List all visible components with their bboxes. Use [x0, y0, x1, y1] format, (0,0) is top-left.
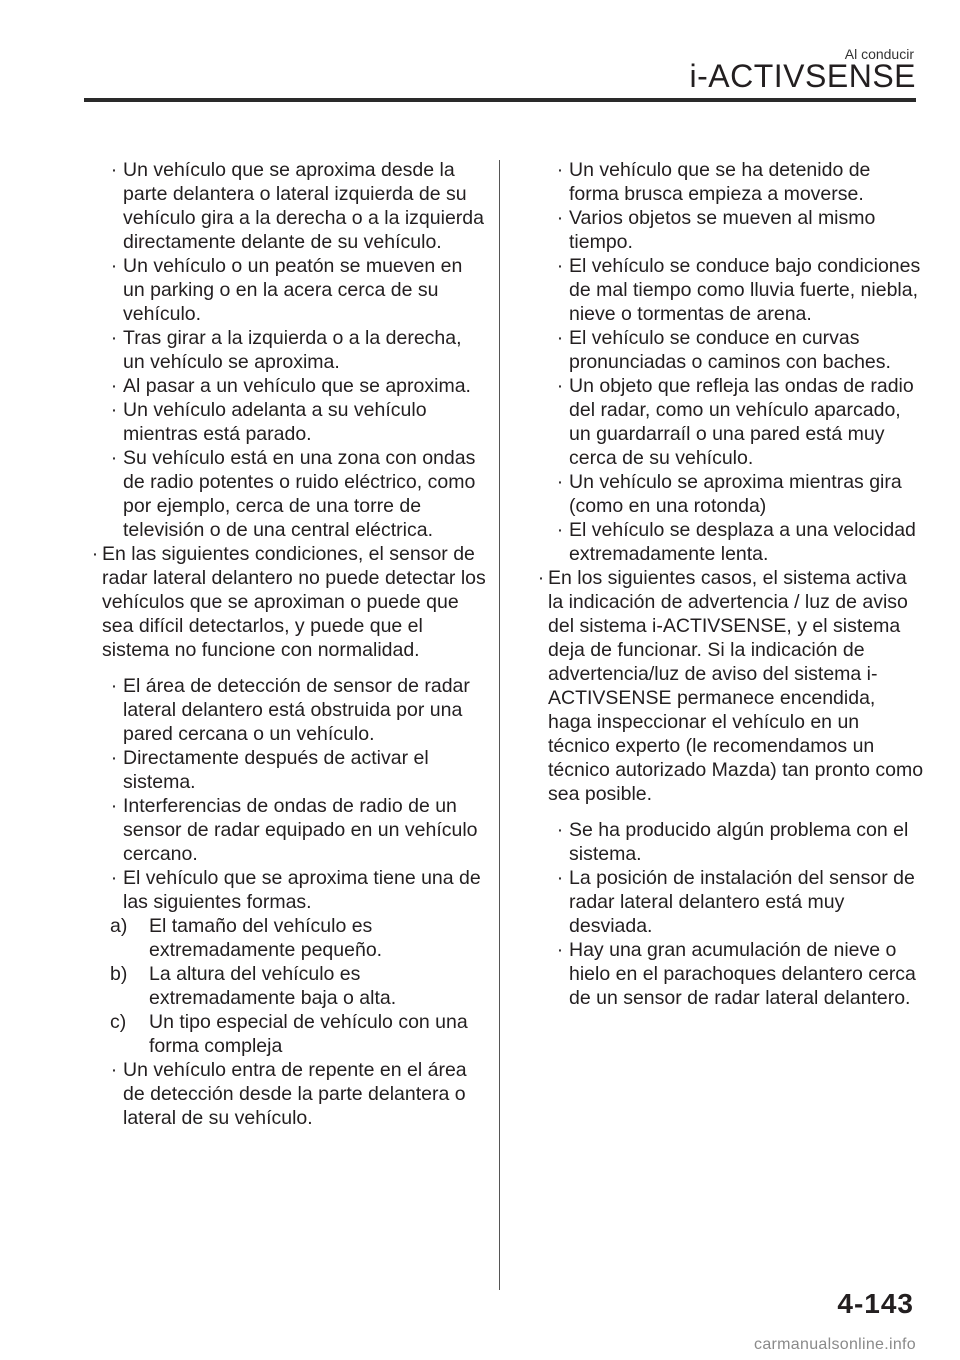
- list-item: [88, 746, 488, 794]
- left-main-item-text: En las siguientes condiciones, el sensor de radar lateral delantero no puede detectar los vehículos que se aproximan o puede que sea difícil detectarlos, y puede que el sistema no funcione con normalidad.: [102, 543, 486, 661]
- list-item: [88, 446, 488, 542]
- left-list-3: [88, 1058, 488, 1130]
- bullet: ·: [110, 1059, 118, 1081]
- bullet: ·: [110, 327, 118, 349]
- shape-text: El tamaño del vehículo es extremadamente pequeño.: [149, 915, 383, 961]
- shape-letter: b): [110, 963, 128, 985]
- list-item-text: Un objeto que refleja las ondas de radio del radar, como un vehículo aparcado, un guardarraíl o una pared está muy cerca de su vehículo.: [569, 375, 914, 469]
- bullet: ·: [556, 819, 564, 841]
- bullet: ·: [556, 255, 564, 277]
- column-divider: [499, 160, 500, 1290]
- list-item-text: El vehículo se conduce en curvas pronunciadas o caminos con baches.: [569, 327, 891, 373]
- list-item: [88, 326, 488, 374]
- right-main-item-text: En los siguientes casos, el sistema activa la indicación de advertencia / luz de aviso del sistema i-ACTIVSENSE, y el sistema deja de funcionar. Si la indicación de advertencia/luz de aviso del sistema i-ACTIVSENSE permanece encendida, haga inspeccionar el vehículo en un técnico experto (le recomendamos un técnico autorizado Mazda) tan pronto como sea posible.: [548, 567, 924, 805]
- shape-text: La altura del vehículo es extremadamente baja o alta.: [149, 963, 397, 1009]
- bullet: ·: [556, 471, 564, 493]
- list-item: [534, 158, 924, 206]
- list-item-text: Un vehículo o un peatón se mueven en un parking o en la acera cerca de su vehículo.: [123, 255, 463, 325]
- bullet: ·: [556, 867, 564, 889]
- list-item: [534, 326, 924, 374]
- header-rule: [84, 98, 916, 102]
- right-main-item: [534, 566, 924, 806]
- list-item: [88, 674, 488, 746]
- bullet: ·: [556, 327, 564, 349]
- list-item: [88, 398, 488, 446]
- bullet: ·: [556, 939, 564, 961]
- list-item-text: El vehículo se conduce bajo condiciones de mal tiempo como lluvia fuerte, niebla, nieve o tormentas de arena.: [569, 255, 921, 325]
- left-column: [88, 158, 488, 1130]
- left-list-1: [88, 158, 488, 542]
- list-item-text: Al pasar a un vehículo que se aproxima.: [123, 375, 471, 397]
- list-item: [534, 470, 924, 518]
- list-item-text: El vehículo que se aproxima tiene una de las siguientes formas.: [123, 867, 481, 913]
- list-item-text: Un vehículo se aproxima mientras gira (como en una rotonda): [569, 471, 902, 517]
- list-item: [534, 254, 924, 326]
- right-list-2: [534, 818, 924, 1010]
- page-number: 4-143: [837, 1288, 914, 1319]
- list-item-text: El vehículo se desplaza a una velocidad extremadamente lenta.: [569, 519, 916, 565]
- bullet: ·: [556, 207, 564, 229]
- list-item: [88, 794, 488, 866]
- shape-letter: c): [110, 1011, 127, 1033]
- shape-item: [88, 914, 488, 962]
- bullet: ·: [556, 159, 564, 181]
- shape-item: [88, 1010, 488, 1058]
- bullet: ·: [91, 543, 99, 565]
- shape-letter: a): [110, 915, 128, 937]
- bullet: ·: [110, 159, 118, 181]
- bullet: ·: [537, 567, 545, 589]
- left-list-2: [88, 674, 488, 914]
- bullet: ·: [110, 375, 118, 397]
- bullet: ·: [110, 255, 118, 277]
- list-item: [534, 374, 924, 470]
- right-list-1: [534, 158, 924, 566]
- right-column: [534, 158, 924, 1010]
- shape-text: Un tipo especial de vehículo con una forma compleja: [149, 1011, 468, 1057]
- list-item-text: Su vehículo está en una zona con ondas de radio potentes o ruido eléctrico, como por ejemplo, cerca de una torre de televisión o de una central eléctrica.: [123, 447, 476, 541]
- list-item-text: El área de detección de sensor de radar lateral delantero está obstruida por una pared cercana o un vehículo.: [123, 675, 470, 745]
- list-item-text: Tras girar a la izquierda o a la derecha, un vehículo se aproxima.: [123, 327, 462, 373]
- list-item: [88, 374, 488, 398]
- watermark: carmanualsonline.info: [754, 1336, 916, 1353]
- list-item-text: Se ha producido algún problema con el sistema.: [569, 819, 909, 865]
- bullet: ·: [110, 447, 118, 469]
- page-title: i-ACTIVSENSE: [689, 58, 916, 94]
- list-item-text: Hay una gran acumulación de nieve o hielo en el parachoques delantero cerca de un sensor de radar lateral delantero.: [569, 939, 916, 1009]
- list-item: [88, 866, 488, 914]
- list-item-text: Un vehículo que se aproxima desde la parte delantera o lateral izquierda de su vehículo gira a la derecha o a la izquierda directamente delante de su vehículo.: [123, 159, 484, 253]
- shapes-list: [88, 914, 488, 1058]
- list-item-text: Un vehículo que se ha detenido de forma brusca empieza a moverse.: [569, 159, 871, 205]
- list-item: [534, 518, 924, 566]
- bullet: ·: [556, 375, 564, 397]
- bullet: ·: [110, 795, 118, 817]
- list-item: [88, 1058, 488, 1130]
- header-section-label: Al conducir: [844, 46, 914, 62]
- list-item: [534, 818, 924, 866]
- list-item-text: Varios objetos se mueven al mismo tiempo.: [569, 207, 876, 253]
- bullet: ·: [110, 675, 118, 697]
- list-item-text: Un vehículo adelanta a su vehículo mientras está parado.: [123, 399, 427, 445]
- list-item: [88, 254, 488, 326]
- list-item: [534, 938, 924, 1010]
- list-item: [88, 158, 488, 254]
- list-item-text: La posición de instalación del sensor de radar lateral delantero está muy desviada.: [569, 867, 915, 937]
- list-item: [534, 206, 924, 254]
- bullet: ·: [110, 747, 118, 769]
- list-item-text: Un vehículo entra de repente en el área de detección desde la parte delantera o lateral de su vehículo.: [123, 1059, 467, 1129]
- bullet: ·: [110, 867, 118, 889]
- bullet: ·: [110, 399, 118, 421]
- left-main-item: [88, 542, 488, 662]
- bullet: ·: [556, 519, 564, 541]
- shape-item: [88, 962, 488, 1010]
- list-item-text: Directamente después de activar el sistema.: [123, 747, 429, 793]
- list-item-text: Interferencias de ondas de radio de un sensor de radar equipado en un vehículo cercano.: [123, 795, 478, 865]
- list-item: [534, 866, 924, 938]
